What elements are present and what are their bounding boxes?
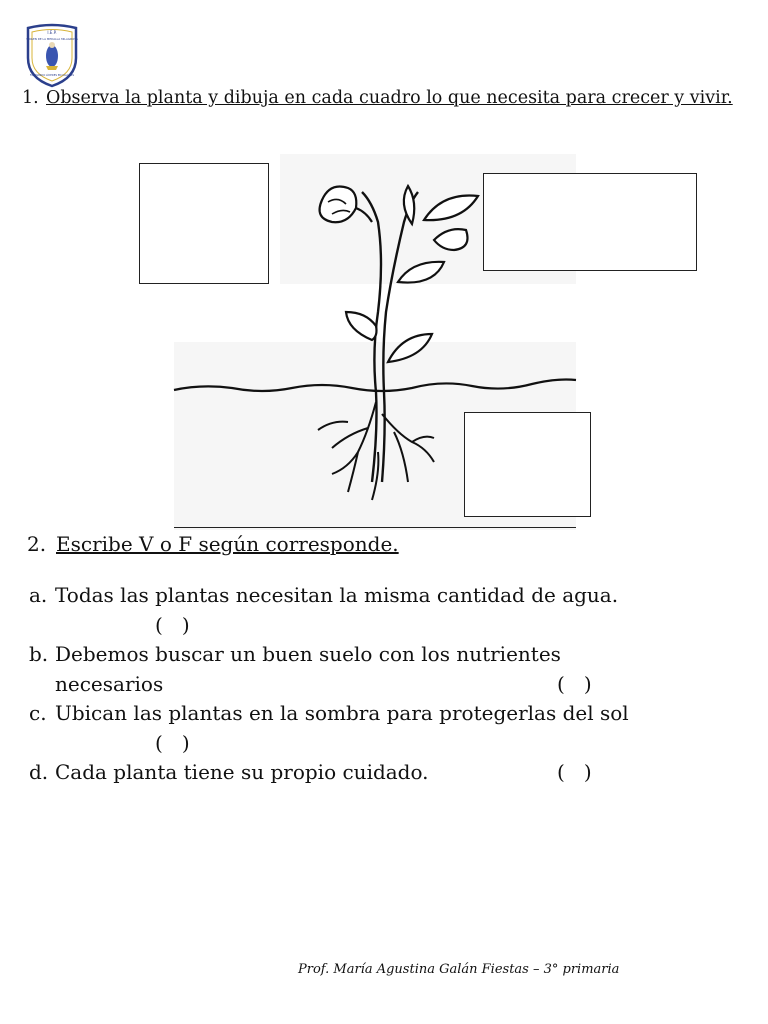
item-d-label: d.: [29, 760, 49, 784]
item-c-text: Ubican las plantas en la sombra para protegerlas del sol: [55, 701, 629, 725]
item-d-answer-blank[interactable]: ( ): [557, 760, 592, 784]
item-a-label: a.: [29, 583, 48, 607]
item-a-answer-blank[interactable]: ( ): [155, 613, 190, 637]
item-c-label: c.: [29, 701, 47, 725]
footer-credit: Prof. María Agustina Galán Fiestas – 3° primaria: [298, 962, 620, 977]
logo-top-text: I.E.P.: [47, 30, 57, 35]
item-b-answer-blank[interactable]: ( ): [557, 672, 592, 696]
item-b-text-line2: necesarios: [55, 672, 164, 696]
logo-motto: FORMANDO LÍDERES EN VALORES: [29, 74, 75, 77]
question-1-number: 1.: [22, 88, 39, 108]
question-2-text: Escribe V o F según corresponde.: [56, 532, 399, 556]
question-2-number: 2.: [27, 532, 47, 556]
drawing-box-top-left[interactable]: [139, 163, 269, 284]
item-a-text: Todas las plantas necesitan la misma cantidad de agua.: [55, 583, 619, 607]
divider-line: [174, 527, 576, 528]
drawing-box-top-right[interactable]: [483, 173, 697, 271]
item-b-text-line1: Debemos buscar un buen suelo con los nutrientes: [55, 642, 561, 666]
logo-arc-text: VIRGEN DE LA MEDALLA MILAGROSA: [26, 37, 78, 41]
item-b-label: b.: [29, 642, 49, 666]
item-d-text: Cada planta tiene su propio cuidado.: [55, 760, 429, 784]
item-c-answer-blank[interactable]: ( ): [155, 731, 190, 755]
school-shield-icon: [24, 22, 80, 88]
school-logo: [24, 22, 80, 88]
question-1-text: Observa la planta y dibuja en cada cuadro lo que necesita para crecer y vivir.: [46, 88, 733, 108]
drawing-box-bottom-right[interactable]: [464, 412, 591, 517]
